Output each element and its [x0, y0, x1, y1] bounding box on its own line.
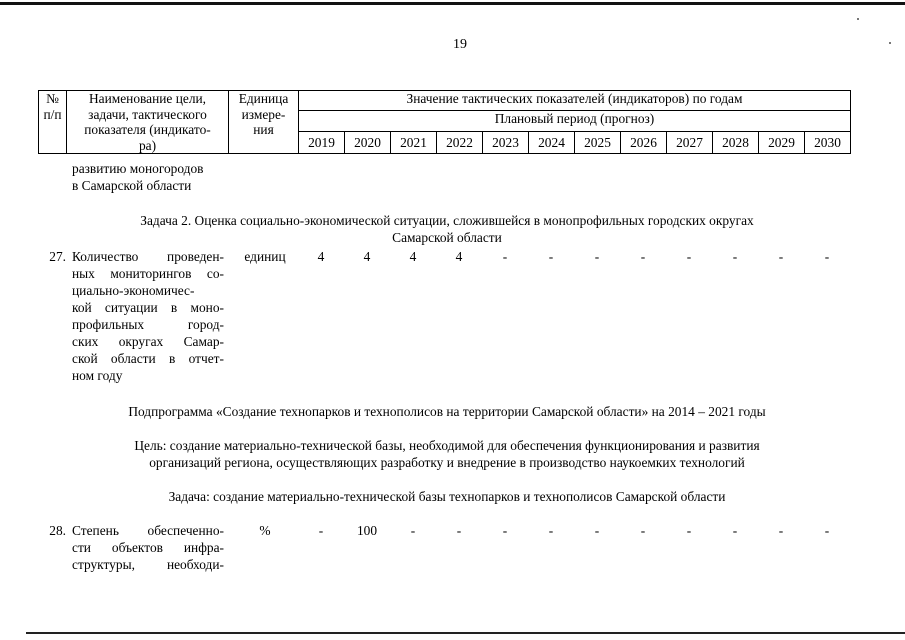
- header-line: п/п: [43, 106, 62, 122]
- number-column-header: [39, 91, 67, 154]
- year-header: 2029: [759, 131, 805, 153]
- row28-unit: %: [259, 523, 271, 538]
- year-header: 2028: [713, 131, 759, 153]
- row27-value-2026: -: [640, 249, 646, 264]
- row27-value-2023: -: [502, 249, 508, 264]
- row28-value-2022: -: [456, 523, 462, 538]
- plan-period-header: Плановый период (прогноз): [299, 111, 851, 131]
- unit-column-header: [229, 91, 299, 154]
- row28-value-2021: -: [410, 523, 416, 538]
- row27-value-2027: -: [686, 249, 692, 264]
- header-line: Наименование цели,: [88, 91, 207, 106]
- values-by-year-header: Значение тактических показателей (индикаторов) по годам: [299, 91, 851, 111]
- row27-value-2025: -: [594, 249, 600, 264]
- row28-value-2023: -: [502, 523, 508, 538]
- continuation-text: [72, 160, 204, 194]
- row27-value-2029: -: [778, 249, 784, 264]
- year-header: 2025: [575, 131, 621, 153]
- scan-speck: [857, 18, 859, 20]
- year-header: 2024: [529, 131, 575, 153]
- header-line: ния: [253, 122, 274, 137]
- name-line: циально-экономичес-: [72, 283, 195, 298]
- goal-heading-line1: Цель: создание материально-технической базы, необходимой для обеспечения функционирования и развития: [134, 438, 760, 453]
- name-line: ных мониторингов со-: [72, 266, 224, 281]
- header-line: ра): [138, 137, 157, 153]
- header-line: задачи, тактического: [88, 106, 207, 122]
- row28-value-2025: -: [594, 523, 600, 538]
- year-header: 2023: [483, 131, 529, 153]
- name-line: сти объектов инфра-: [72, 540, 224, 555]
- row27-value-2022: 4: [455, 249, 463, 264]
- row28-value-2027: -: [686, 523, 692, 538]
- bottom-border-line: [26, 632, 905, 634]
- row28-indicator-name: [72, 522, 224, 573]
- row27-value-2028: -: [732, 249, 738, 264]
- row28-value-2030: -: [824, 523, 830, 538]
- year-header: 2022: [437, 131, 483, 153]
- year-header: 2019: [299, 131, 345, 153]
- year-header: 2026: [621, 131, 667, 153]
- task-heading: Задача: создание материально-технической базы технопарков и технополисов Самарской области: [168, 489, 726, 504]
- header-line: Единица: [238, 91, 289, 106]
- goal-heading-line2: организаций региона, осуществляющих разработку и внедрение в производство наукоемких технологий: [149, 455, 745, 470]
- row27-value-2021: 4: [409, 249, 417, 264]
- name-column-header: [67, 91, 229, 154]
- row27-value-2030: -: [824, 249, 830, 264]
- year-header: 2020: [345, 131, 391, 153]
- row28-value-2019: -: [318, 523, 324, 538]
- text-line: развитию моногородов: [72, 161, 204, 176]
- header-line: показателя (индикато-: [84, 122, 211, 137]
- header-line: №: [46, 91, 59, 106]
- row28-number: 28.: [49, 523, 66, 538]
- row27-value-2020: 4: [363, 249, 371, 264]
- row27-value-2024: -: [548, 249, 554, 264]
- row27-value-2019: 4: [317, 249, 325, 264]
- row28-value-2020: 100: [356, 523, 378, 538]
- year-header: 2030: [805, 131, 851, 153]
- row27-unit: единиц: [244, 249, 286, 264]
- row28-value-2024: -: [548, 523, 554, 538]
- scan-speck: [889, 42, 891, 44]
- subprogram-heading: Подпрограмма «Создание технопарков и технополисов на территории Самарской области» на 2014 – 2021 годы: [128, 404, 766, 419]
- year-header: 2021: [391, 131, 437, 153]
- top-border-line: [0, 2, 905, 5]
- text-line: в Самарской области: [72, 178, 192, 193]
- task2-heading-line1: Задача 2. Оценка социально-экономической ситуации, сложившейся в монопрофильных городских округах: [140, 213, 754, 228]
- row27-indicator-name: [72, 248, 224, 384]
- header-line: измере-: [241, 106, 286, 122]
- name-line: структуры, необходи-: [72, 557, 224, 572]
- row28-value-2026: -: [640, 523, 646, 538]
- row28-value-2028: -: [732, 523, 738, 538]
- name-line: Степень обеспеченно-: [72, 523, 224, 538]
- row27-number: 27.: [49, 249, 66, 264]
- task2-heading-line2: Самарской области: [392, 230, 502, 245]
- name-line: ской области в отчет-: [72, 351, 224, 366]
- page-number: 19: [453, 37, 467, 52]
- name-line: ских округах Самар-: [72, 334, 224, 349]
- name-line: кой ситуации в моно-: [72, 300, 224, 315]
- year-header: 2027: [667, 131, 713, 153]
- row28-value-2029: -: [778, 523, 784, 538]
- name-line: профильных город-: [72, 317, 224, 332]
- name-line: ном году: [72, 368, 123, 383]
- indicator-table-header: [38, 90, 851, 154]
- name-line: Количество проведен-: [72, 249, 224, 264]
